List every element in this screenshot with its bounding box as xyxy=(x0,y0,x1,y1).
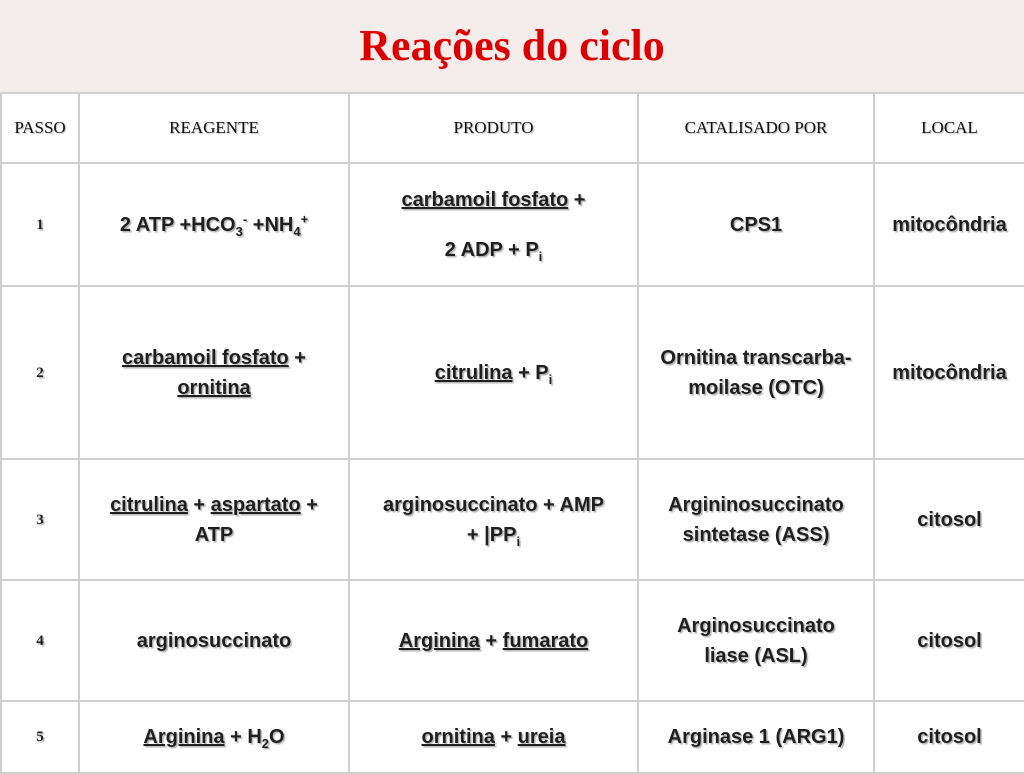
catalyst-cell xyxy=(638,286,874,459)
cell-text-segment: arginosuccinato xyxy=(136,629,292,652)
location-cell: citosol xyxy=(874,580,1024,701)
step-number: 4 xyxy=(1,580,79,701)
product-cell xyxy=(349,286,638,459)
header-catalisado: CATALISADO POR xyxy=(638,93,874,163)
location-cell: mitocôndria xyxy=(874,163,1024,286)
reagent-cell xyxy=(79,580,349,701)
urea-cycle-table xyxy=(0,92,1024,774)
metabolite-link-text: citrulina xyxy=(434,361,513,384)
cell-text-segment: liase (ASL) xyxy=(704,644,808,667)
cell-text-segment: + |PP xyxy=(466,523,517,546)
cell-text-segment: Argininosuccinato xyxy=(668,493,844,516)
location-cell: citosol xyxy=(874,459,1024,580)
cell-text-segment: + H xyxy=(224,726,262,748)
metabolite-link-text: carbamoil fosfato xyxy=(401,188,569,211)
step-number: 3 xyxy=(1,459,79,580)
slide-title: Reações do ciclo xyxy=(359,21,665,70)
step-number: 1 xyxy=(1,163,79,286)
metabolite-link-text: ureia xyxy=(517,726,566,748)
cell-text-segment: + xyxy=(568,188,586,211)
cell-text-segment: Arginosuccinato xyxy=(677,614,835,637)
table-row xyxy=(1,459,1024,580)
header-row xyxy=(1,93,1024,163)
location-cell: mitocôndria xyxy=(874,286,1024,459)
step-number: 5 xyxy=(1,701,79,773)
cell-text-segment: moilase (OTC) xyxy=(688,376,824,399)
product-cell xyxy=(349,163,638,286)
step-number: 2 xyxy=(1,286,79,459)
table-row xyxy=(1,701,1024,773)
table-row xyxy=(1,163,1024,286)
cell-text-segment: + xyxy=(300,210,309,226)
cell-text-segment: ATP xyxy=(194,523,234,546)
reagent-cell xyxy=(79,163,349,286)
cell-text-segment: arginosuccinato + AMP xyxy=(383,493,604,516)
metabolite-link-text: aspartato xyxy=(210,493,301,516)
metabolite-link-text: ornitina xyxy=(421,726,495,748)
cell-text-segment: + P xyxy=(512,361,549,384)
cell-text-segment: CPS1 xyxy=(729,213,783,236)
cell-text-segment: 2 ADP + P xyxy=(444,238,539,261)
cell-text-segment: 2 ATP +HCO xyxy=(119,213,236,236)
cell-text-segment: i xyxy=(548,371,553,387)
product-cell xyxy=(349,701,638,773)
cell-text-segment: + xyxy=(288,346,306,369)
cell-text-segment: + xyxy=(300,493,318,516)
cell-text-segment: - xyxy=(242,210,248,226)
header-local: LOCAL xyxy=(874,93,1024,163)
metabolite-link-text: citrulina xyxy=(110,493,188,516)
cell-text-segment: 2 xyxy=(261,736,270,751)
cell-text-segment: i xyxy=(516,533,521,549)
header-produto: PRODUTO xyxy=(349,93,638,163)
cell-text-segment: i xyxy=(538,248,543,264)
cell-text-segment: + xyxy=(187,493,211,516)
location-cell: citosol xyxy=(874,701,1024,773)
reagent-cell xyxy=(79,701,349,773)
cell-text-segment: +NH xyxy=(247,213,294,236)
metabolite-link-text: carbamoil fosfato xyxy=(122,346,289,369)
product-cell xyxy=(349,580,638,701)
cell-text-segment: 3 xyxy=(235,223,243,239)
table-row xyxy=(1,580,1024,701)
catalyst-cell xyxy=(638,701,874,773)
catalyst-cell xyxy=(638,580,874,701)
catalyst-cell xyxy=(638,163,874,286)
header-reagente: REAGENTE xyxy=(79,93,349,163)
metabolite-link-text: ornitina xyxy=(177,376,251,399)
cell-text-segment: Ornitina transcarba- xyxy=(660,346,852,369)
reagent-cell xyxy=(79,286,349,459)
cell-text-segment: Arginase 1 (ARG1) xyxy=(667,726,845,748)
product-line-2 xyxy=(444,238,543,264)
product-line-1 xyxy=(402,189,586,211)
cell-text-segment: O xyxy=(269,726,285,748)
header-passo: PASSO xyxy=(1,93,79,163)
metabolite-link-text: Arginina xyxy=(143,726,225,748)
metabolite-link-text: fumarato xyxy=(502,629,589,652)
cell-text-segment: sintetase (ASS) xyxy=(682,523,830,546)
product-line-spacer xyxy=(354,213,633,237)
metabolite-link-text: Arginina xyxy=(398,629,480,652)
catalyst-cell xyxy=(638,459,874,580)
cell-text-segment: + xyxy=(479,629,503,652)
product-cell xyxy=(349,459,638,580)
cell-text-segment: 4 xyxy=(293,223,301,239)
reagent-cell xyxy=(79,459,349,580)
cell-text-segment: + xyxy=(494,726,518,748)
table-row xyxy=(1,286,1024,459)
